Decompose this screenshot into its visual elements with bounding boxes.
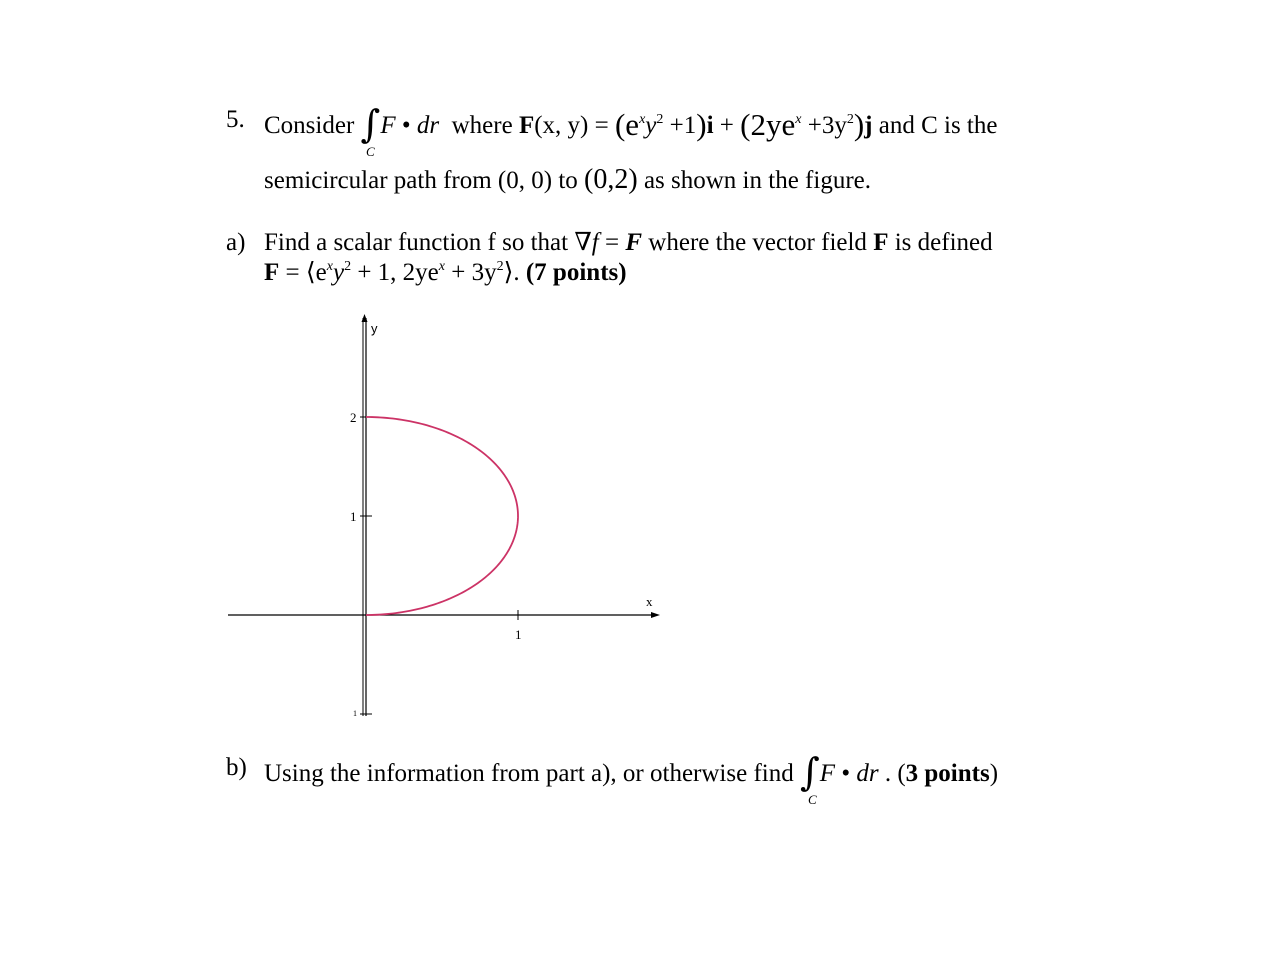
integrand-dr: dr [416, 112, 440, 139]
part-a-text-a: Find a scalar function f so that [264, 229, 569, 256]
integrand-F: F [380, 112, 396, 139]
F-mid: + 1, 2ye [357, 259, 439, 286]
part-b-text: Using the information from part a), or otherwise find [264, 760, 794, 787]
F-vector: F [264, 259, 280, 286]
endpoint: (0,2) [584, 164, 638, 195]
part-b-dot: • [841, 760, 851, 787]
y-tick-label-1: 1 [350, 509, 357, 524]
line2-text-b: as shown in the figure. [643, 167, 871, 194]
y-axis-label: y [371, 321, 378, 336]
problem-statement-line1: Consider ∫F • dr where F(x, $y) = (e^xy^2 +1)i + (2ye^x +3y^2)j$ and C is the [264, 102, 998, 146]
x-axis-label: x [646, 594, 653, 609]
F-def-part1-tail: +1 [669, 112, 697, 139]
x-tick-label-1: 1 [515, 627, 522, 642]
F-sup-2a: 2 [344, 259, 352, 274]
F-def-lhs: F [518, 112, 535, 139]
consider-word: Consider [264, 112, 355, 139]
dot-operator: • [401, 112, 411, 139]
integral-sign: ∫ [360, 102, 381, 146]
F-def-part1-sup-2: 2 [656, 112, 664, 127]
F-sup-x: x [326, 259, 333, 274]
gradient-f: ∇f [574, 229, 599, 256]
line2-text-a: semicircular path from (0, 0) to [264, 167, 578, 194]
F-y: y [332, 259, 345, 286]
F-def-part2-open: (2ye [740, 107, 796, 142]
part-b-points-close: ) [989, 760, 999, 787]
integral-subscript-C: C [366, 144, 375, 159]
semicircle-path [366, 417, 518, 615]
part-b-integrand-F: F [819, 760, 836, 787]
F-sup-x2: x [438, 259, 445, 274]
y-tick-label-2: 2 [350, 410, 357, 425]
unit-i: i [706, 112, 714, 139]
F-def-part1-y: y [645, 112, 657, 139]
part-a-points: (7 points) [525, 259, 627, 286]
F-sup-2b: 2 [496, 259, 504, 274]
problem-number: 5. [226, 106, 245, 133]
line1-tail: and C is the [878, 112, 998, 139]
F-def-part1-open: (e [614, 107, 640, 142]
part-a-label: a) [226, 229, 246, 256]
F-def-part2-mid: +3y [807, 112, 847, 139]
part-b-integral-sign: ∫ [799, 750, 820, 794]
part-b-points: 3 points [905, 760, 990, 787]
part-b-line [264, 750, 999, 794]
ticks-group [350, 410, 522, 718]
part-b-period: . [884, 760, 892, 787]
plus-sign: + [719, 112, 734, 139]
F-bold: F [873, 229, 889, 256]
part-b-integral-subscript-C: C [808, 792, 817, 807]
part-b-points-open: ( [897, 760, 906, 787]
where-word: where [451, 112, 513, 139]
y-tick-label--1: 1 [353, 709, 357, 718]
part-b-label: b) [226, 754, 247, 781]
F-def-args: (x, y) = [534, 112, 609, 139]
F-def-part1-sup-x: x [639, 112, 646, 127]
F-def-part2-sup-2: 2 [846, 112, 854, 127]
equals-sign: = [605, 229, 620, 256]
F-close: ⟩. [503, 259, 520, 286]
part-b-integrand-dr: dr [856, 760, 879, 787]
F-def-part2-sup-x: x [795, 112, 802, 127]
F-eq-open: = ⟨e [285, 259, 327, 286]
F-mid2: + 3y [451, 259, 497, 286]
unit-j: j [864, 112, 873, 139]
part-a-text-b: where the vector field [648, 229, 867, 256]
F-bold-italic: F [625, 229, 643, 256]
x-axis-arrow [651, 612, 660, 618]
part-a-text-c: is defined [894, 229, 993, 256]
